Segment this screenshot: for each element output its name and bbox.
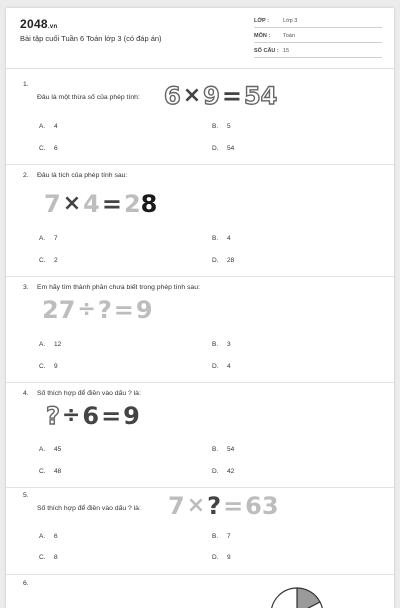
option-letter: D. bbox=[212, 554, 219, 561]
option-c[interactable] bbox=[39, 363, 58, 370]
equation-image-5 bbox=[168, 494, 279, 518]
option-b[interactable] bbox=[212, 123, 231, 130]
meta-subject bbox=[254, 31, 382, 43]
option-value: 7 bbox=[54, 235, 58, 242]
option-c[interactable] bbox=[39, 468, 61, 475]
option-value: 2 bbox=[54, 257, 58, 264]
option-d[interactable] bbox=[212, 145, 234, 152]
option-a[interactable] bbox=[39, 123, 58, 130]
eq-term: 6 bbox=[164, 82, 181, 110]
eq-result: 63 bbox=[245, 492, 279, 520]
option-c[interactable] bbox=[39, 554, 58, 561]
option-value: 9 bbox=[54, 363, 58, 370]
option-letter: A. bbox=[39, 341, 46, 348]
equation-image-4 bbox=[46, 404, 140, 428]
option-letter: D. bbox=[212, 363, 219, 370]
option-letter: A. bbox=[39, 235, 46, 242]
eq-equals: = bbox=[101, 190, 122, 218]
logo-text: 2048 bbox=[20, 17, 48, 31]
option-a[interactable] bbox=[39, 446, 61, 453]
option-letter: C. bbox=[39, 257, 46, 264]
option-letter: A. bbox=[39, 446, 46, 453]
option-value: 54 bbox=[227, 446, 235, 453]
worksheet-page bbox=[6, 8, 394, 608]
option-letter: B. bbox=[212, 446, 219, 453]
option-value: 4 bbox=[54, 123, 58, 130]
option-c[interactable] bbox=[39, 257, 58, 264]
question-divider bbox=[6, 164, 394, 165]
option-letter: B. bbox=[212, 341, 219, 348]
eq-equals: = bbox=[113, 296, 134, 324]
eq-operator: ÷ bbox=[77, 297, 96, 322]
fraction-circle-image bbox=[266, 583, 328, 608]
question-number: 1. bbox=[23, 81, 29, 88]
eq-term: 6 bbox=[82, 402, 100, 430]
question-number: 5. bbox=[23, 492, 29, 499]
eq-term: 7 bbox=[168, 492, 185, 520]
option-value: 3 bbox=[227, 341, 231, 348]
equation-image-2 bbox=[44, 192, 157, 216]
option-value: 4 bbox=[227, 235, 231, 242]
eq-term: 9 bbox=[203, 82, 220, 110]
option-value: 45 bbox=[54, 446, 62, 453]
meta-count-value: 15 bbox=[283, 48, 290, 54]
meta-count-label: SỐ CÂU : bbox=[254, 48, 279, 54]
eq-term: 4 bbox=[83, 190, 100, 218]
option-c[interactable] bbox=[39, 145, 58, 152]
option-b[interactable] bbox=[212, 341, 231, 348]
worksheet-title: Bài tập cuối Tuần 6 Toán lớp 3 (có đáp án) bbox=[20, 34, 162, 43]
option-d[interactable] bbox=[212, 468, 234, 475]
option-letter: A. bbox=[39, 533, 46, 540]
equation-image-1 bbox=[164, 84, 277, 108]
option-a[interactable] bbox=[39, 533, 58, 540]
meta-question-count bbox=[254, 46, 382, 58]
question-text: Số thích hợp để điền vào dấu ? là: bbox=[37, 390, 141, 397]
option-b[interactable] bbox=[212, 533, 231, 540]
option-letter: B. bbox=[212, 533, 219, 540]
option-letter: D. bbox=[212, 145, 219, 152]
meta-subject-label: MÔN : bbox=[254, 33, 271, 39]
eq-unknown: ? bbox=[46, 402, 60, 430]
option-b[interactable] bbox=[212, 446, 234, 453]
option-letter: A. bbox=[39, 123, 46, 130]
option-value: 28 bbox=[227, 257, 235, 264]
option-value: 9 bbox=[227, 554, 231, 561]
meta-grade bbox=[254, 16, 382, 28]
eq-term: 27 bbox=[42, 296, 76, 324]
option-value: 5 bbox=[227, 123, 231, 130]
option-d[interactable] bbox=[212, 554, 231, 561]
eq-result: 54 bbox=[243, 82, 278, 110]
option-value: 7 bbox=[227, 533, 231, 540]
meta-grade-value: Lớp 3 bbox=[283, 18, 298, 24]
question-divider bbox=[6, 487, 394, 488]
eq-equals: = bbox=[221, 82, 242, 110]
eq-unknown: ? bbox=[97, 296, 112, 324]
eq-term: 7 bbox=[44, 190, 61, 218]
option-value: 6 bbox=[54, 145, 58, 152]
option-value: 8 bbox=[54, 554, 58, 561]
meta-grade-label: LỚP : bbox=[254, 18, 269, 24]
option-a[interactable] bbox=[39, 341, 61, 348]
option-letter: C. bbox=[39, 145, 46, 152]
eq-result: 9 bbox=[123, 402, 140, 430]
option-d[interactable] bbox=[212, 257, 234, 264]
eq-unknown: ? bbox=[207, 492, 222, 520]
equation-image-3 bbox=[42, 298, 153, 322]
option-value: 42 bbox=[227, 468, 235, 475]
option-value: 48 bbox=[54, 468, 62, 475]
option-value: 4 bbox=[227, 363, 231, 370]
question-text: Đâu là một thừa số của phép tính: bbox=[37, 94, 140, 101]
eq-operator: × bbox=[182, 83, 202, 108]
option-value: 6 bbox=[54, 533, 58, 540]
eq-equals: = bbox=[223, 492, 244, 520]
meta-subject-value: Toán bbox=[283, 33, 295, 39]
question-divider bbox=[6, 276, 394, 277]
option-letter: D. bbox=[212, 468, 219, 475]
question-text: Số thích hợp để điền vào dấu ? là: bbox=[37, 505, 141, 512]
eq-operator: × bbox=[62, 191, 82, 216]
option-letter: B. bbox=[212, 123, 219, 130]
question-number: 3. bbox=[23, 284, 29, 291]
worksheet-header bbox=[6, 8, 394, 69]
option-letter: C. bbox=[39, 554, 46, 561]
option-value: 12 bbox=[54, 341, 62, 348]
question-divider bbox=[6, 382, 394, 383]
question-number: 2. bbox=[23, 172, 29, 179]
option-a[interactable] bbox=[39, 235, 58, 242]
option-letter: C. bbox=[39, 363, 46, 370]
logo-domain: .vn bbox=[47, 24, 58, 30]
option-d[interactable] bbox=[212, 363, 231, 370]
eq-equals: = bbox=[101, 402, 122, 430]
eq-result-digit: 8 bbox=[140, 190, 158, 218]
option-letter: B. bbox=[212, 235, 219, 242]
eq-operator: × bbox=[186, 493, 206, 518]
site-logo[interactable] bbox=[20, 17, 57, 31]
question-number: 4. bbox=[23, 390, 29, 397]
question-number: 6. bbox=[23, 580, 29, 587]
question-text: Em hãy tìm thành phần chưa biết trong phép tính sau: bbox=[37, 284, 200, 291]
option-value: 54 bbox=[227, 145, 235, 152]
question-text: Đâu là tích của phép tính sau: bbox=[37, 172, 128, 179]
eq-operator: ÷ bbox=[61, 403, 81, 428]
eq-result-digit: 2 bbox=[123, 190, 141, 218]
question-divider bbox=[6, 574, 394, 575]
option-b[interactable] bbox=[212, 235, 231, 242]
eq-result: 9 bbox=[135, 296, 153, 324]
option-letter: D. bbox=[212, 257, 219, 264]
option-letter: C. bbox=[39, 468, 46, 475]
